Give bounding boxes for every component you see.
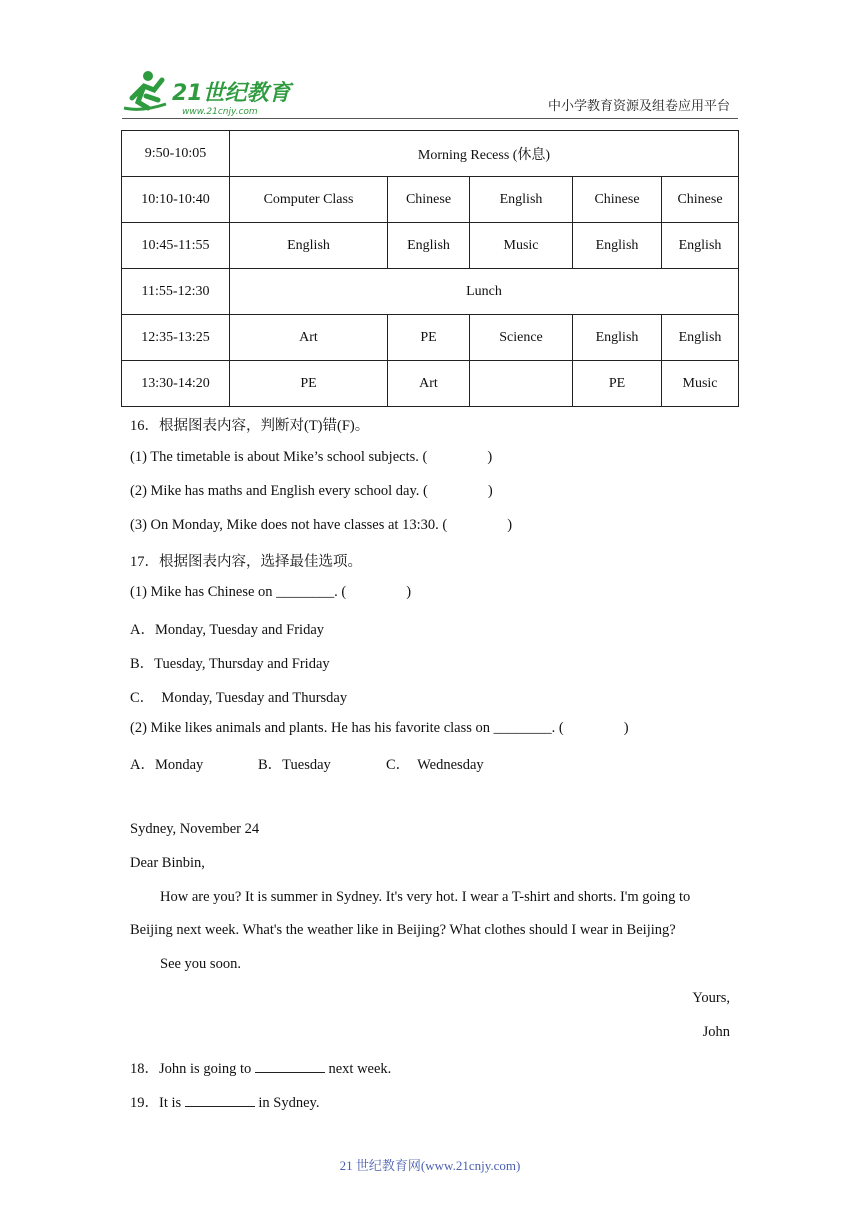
answer-blank[interactable] xyxy=(255,1059,325,1073)
subject-cell: Chinese xyxy=(388,177,470,223)
subject-cell: PE xyxy=(388,315,470,361)
subject-cell xyxy=(470,361,573,407)
q16-title: 16．根据图表内容，判断对(T)错(F)。 xyxy=(130,418,370,434)
time-cell: 11:55-12:30 xyxy=(122,269,230,315)
table-row xyxy=(122,315,739,361)
header-divider xyxy=(122,118,738,119)
subject-cell: Science xyxy=(470,315,573,361)
time-cell: 12:35-13:25 xyxy=(122,315,230,361)
time-cell: 10:10-10:40 xyxy=(122,177,230,223)
q17-title: 17．根据图表内容，选择最佳选项。 xyxy=(130,554,362,570)
answer-blank[interactable] xyxy=(185,1093,255,1107)
subject-cell: English xyxy=(388,223,470,269)
q19: 19．It is in Sydney. xyxy=(130,1095,320,1111)
letter-body-2: Beijing next week. What's the weather like in Beijing? What clothes should I wear in Beijing? xyxy=(130,922,676,938)
subject-cell: Art xyxy=(388,361,470,407)
letter-place-date: Sydney, November 24 xyxy=(130,821,260,837)
q17-option-b2: B．Tuesday xyxy=(258,757,331,773)
q17-option-c2: C． Wednesday xyxy=(386,757,484,773)
subject-cell: English xyxy=(573,223,662,269)
merged-cell: Lunch xyxy=(230,269,739,315)
logo-url: www.21cnjy.com xyxy=(182,107,258,117)
subject-cell: Computer Class xyxy=(230,177,388,223)
time-cell: 9:50-10:05 xyxy=(122,131,230,177)
subject-cell: Music xyxy=(470,223,573,269)
q17-item-1: (1) Mike has Chinese on ________. ( ) xyxy=(130,584,412,600)
footer-link[interactable]: 21 世纪教育网(www.21cnjy.com) xyxy=(339,1158,521,1173)
platform-name: 中小学教育资源及组卷应用平台 xyxy=(547,98,730,113)
q18: 18．John is going to next week. xyxy=(130,1061,392,1077)
table-row xyxy=(122,269,739,315)
q17-option-b: B．Tuesday, Thursday and Friday xyxy=(130,656,330,672)
q16-item-2: (2) Mike has maths and English every school day. ( ) xyxy=(130,483,493,499)
time-cell: 10:45-11:55 xyxy=(122,223,230,269)
q17-option-a: A．Monday, Tuesday and Friday xyxy=(130,622,325,638)
subject-cell: English xyxy=(470,177,573,223)
subject-cell: PE xyxy=(230,361,388,407)
merged-cell: Morning Recess (休息) xyxy=(230,131,739,177)
subject-cell: Chinese xyxy=(662,177,739,223)
subject-cell: Music xyxy=(662,361,739,407)
letter-body-1: How are you? It is summer in Sydney. It's very hot. I wear a T-shirt and shorts. I'm going to xyxy=(160,889,691,905)
q17-item-2: (2) Mike likes animals and plants. He has his favorite class on ________. ( ) xyxy=(130,720,629,736)
letter-greeting: Dear Binbin, xyxy=(130,855,205,871)
q16-item-3: (3) On Monday, Mike does not have classes at 13:30. ( ) xyxy=(130,517,513,533)
table-row xyxy=(122,131,739,177)
subject-cell: Chinese xyxy=(573,177,662,223)
q17-option-a2: A．Monday xyxy=(130,757,204,773)
table-row xyxy=(122,223,739,269)
subject-cell: English xyxy=(662,315,739,361)
subject-cell: English xyxy=(662,223,739,269)
table-row xyxy=(122,361,739,407)
letter-body-3: See you soon. xyxy=(160,956,241,972)
subject-cell: Art xyxy=(230,315,388,361)
letter-closing: Yours, xyxy=(692,990,730,1006)
time-cell: 13:30-14:20 xyxy=(122,361,230,407)
logo-text: 21世纪教育 xyxy=(172,81,291,106)
subject-cell: English xyxy=(573,315,662,361)
q17-option-c: C． Monday, Tuesday and Thursday xyxy=(130,690,348,706)
q16-item-1: (1) The timetable is about Mike’s school subjects. ( ) xyxy=(130,449,493,465)
table-row xyxy=(122,177,739,223)
timetable xyxy=(121,130,739,407)
subject-cell: English xyxy=(230,223,388,269)
letter-signature: John xyxy=(702,1024,730,1040)
subject-cell: PE xyxy=(573,361,662,407)
site-logo xyxy=(122,68,302,118)
